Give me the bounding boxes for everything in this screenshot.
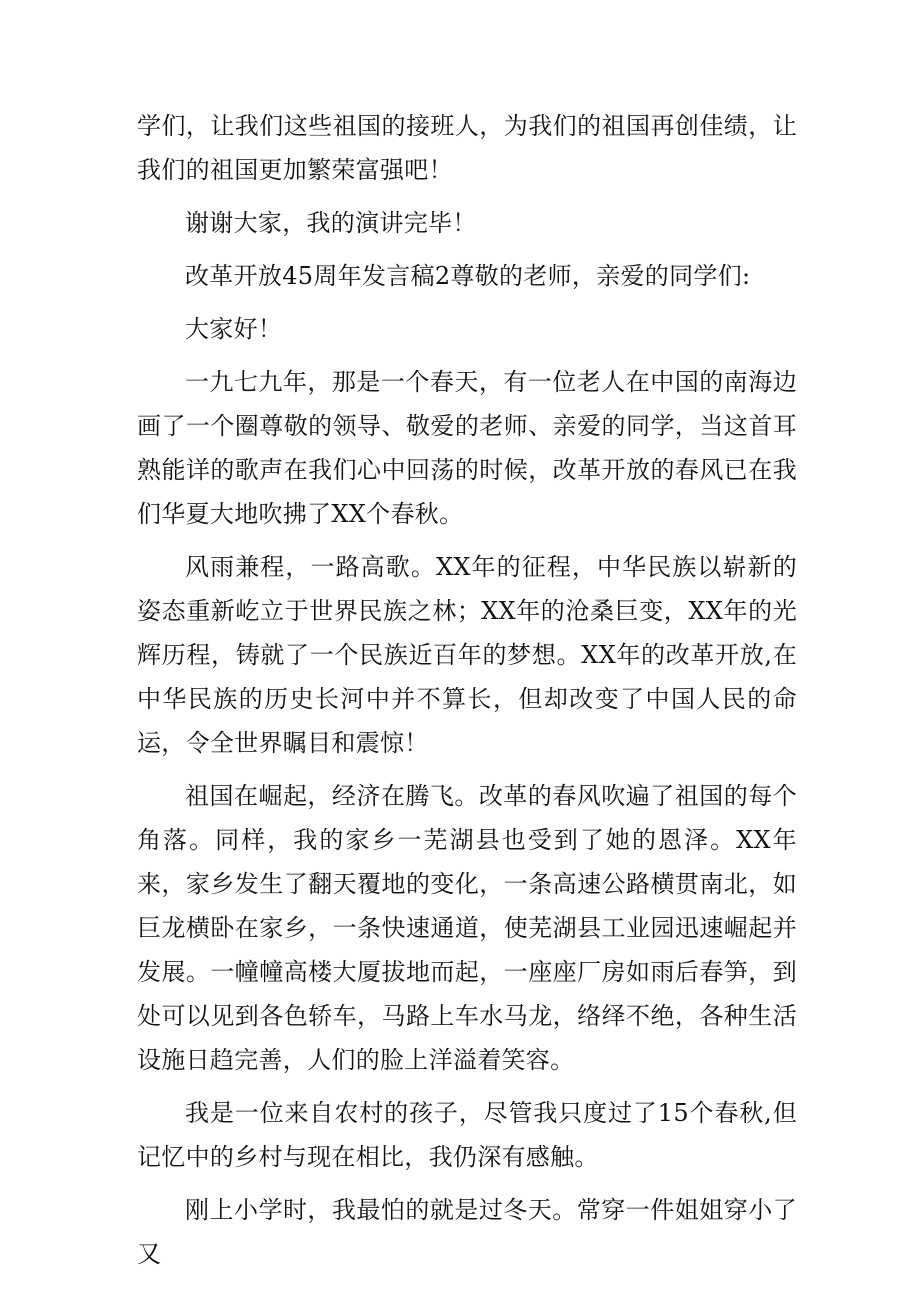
paragraph-speech-title-greeting: 改革开放45周年发言稿2尊敬的老师，亲爱的同学们:: [185, 262, 751, 290]
document-body: [137, 104, 797, 1276]
paragraph-journey: 风雨兼程，一路高歌。XX年的征程，中华民族以崭新的姿态重新屹立于世界民族之林；XX年的沧桑巨变，XX年的光辉历程，铸就了一个民族近百年的梦想。XX年的改革开放,在中华民族的历史长河中并不算长，但却改变了中国人民的命运，令全世界瞩目和震惊！: [137, 553, 797, 757]
paragraph-primary-school-winter: 刚上小学时，我最怕的就是过冬天。常穿一件姐姐穿小了又: [137, 1196, 797, 1268]
paragraph-continuation: 学们，让我们这些祖国的接班人，为我们的祖国再创佳绩，让我们的祖国更加繁荣富强吧！: [137, 112, 797, 184]
paragraph-hometown: 祖国在崛起，经济在腾飞。改革的春风吹遍了祖国的每个角落。同样，我的家乡一芜湖县也受到了她的恩泽。XX年来，家乡发生了翻天覆地的变化，一条高速公路横贯南北，如巨龙横卧在家乡，一条快速通道，使芜湖县工业园迅速崛起并发展。一幢幢高楼大厦拔地而起，一座座厂房如雨后春笋，到处可以见到各色轿车，马路上车水马龙，络绎不绝，各种生活设施日趋完善，人们的脸上洋溢着笑容。: [137, 782, 797, 1074]
paragraph-hello: 大家好！: [185, 315, 283, 343]
paragraph-closing-thanks: 谢谢大家，我的演讲完毕！: [185, 209, 477, 237]
paragraph-1979-spring: 一九七九年，那是一个春天，有一位老人在中国的南海边画了一个圈尊敬的领导、敬爱的老师、亲爱的同学，当这首耳熟能详的歌声在我们心中回荡的时候，改革开放的春风已在我们华夏大地吹拂了XX个春秋。: [137, 368, 797, 528]
paragraph-rural-child: 我是一位来自农村的孩子，尽管我只度过了15个春秋,但记忆中的乡村与现在相比，我仍深有感触。: [137, 1099, 797, 1171]
